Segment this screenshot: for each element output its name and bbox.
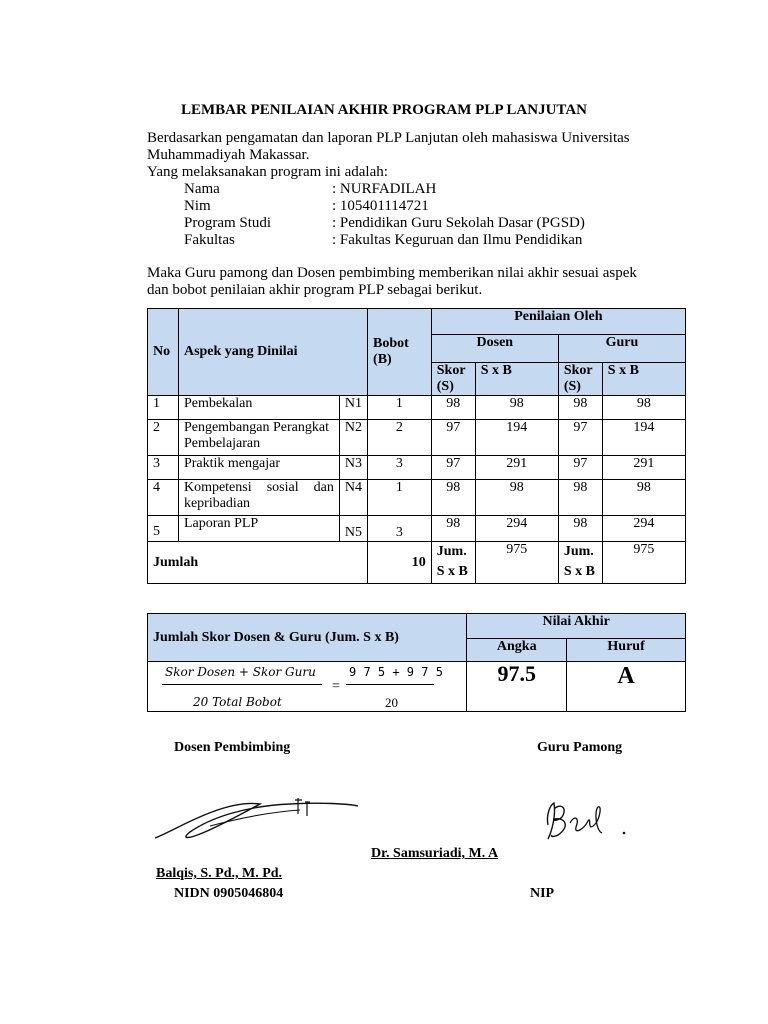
row-aspek: Laporan PLP [178,516,339,542]
angka-value: 97.5 [467,662,567,712]
row-code: N3 [339,456,367,480]
row-dosen-sxb: 291 [475,456,558,480]
formula-denominator: 20 Total Bobot [193,695,282,709]
intro-line-1: Berdasarkan pengamatan dan laporan PLP Lanjutan oleh mahasiswa Universitas [147,130,630,146]
guru-signature-image [540,795,635,850]
table-row [148,396,686,420]
row-code: N2 [339,420,367,456]
row-code: N5 [339,516,367,542]
final-left-header: Jumlah Skor Dosen & Guru (Jum. S x B) [148,614,467,662]
row-guru-sxb: 194 [602,420,685,456]
calc-denominator: 20 [385,695,398,710]
row-guru-skor: 97 [558,456,602,480]
jum-sxb-guru-label [558,542,602,584]
row-no: 2 [148,420,179,456]
row-aspek: Pembekalan [178,396,339,420]
row-dosen-skor: 97 [431,456,475,480]
row-dosen-sxb: 294 [475,516,558,542]
row-bobot: 1 [368,480,432,516]
row-no: 1 [148,396,179,420]
row-code: N1 [339,396,367,420]
huruf-header: Huruf [567,639,686,662]
nim-label: Nim [184,198,211,214]
jum-label-1: Jum. [563,544,594,559]
intro-line-3: Yang melaksanakan program ini adalah: [147,164,388,180]
huruf-value: A [567,662,686,712]
header-aspek: Aspek yang Dinilai [178,309,367,396]
row-guru-sxb: 98 [602,480,685,516]
table-row-total [148,542,686,584]
row-guru-sxb: 294 [602,516,685,542]
row-bobot: 3 [368,456,432,480]
para2-line-1: Maka Guru pamong dan Dosen pembimbing memberikan nilai akhir sesuai aspek [147,265,637,281]
nilai-akhir-header: Nilai Akhir [467,614,686,639]
score-table [147,308,686,584]
row-no: 4 [148,480,179,516]
row-code: N4 [339,480,367,516]
para2-line-2: dan bobot penilaian akhir program PLP sebagai berikut. [147,282,483,298]
fakultas-value: : Fakultas Keguruan dan Ilmu Pendidikan [332,232,583,248]
row-guru-skor: 98 [558,480,602,516]
jum-label-2: S x B [436,564,468,579]
row-dosen-sxb: 194 [475,420,558,456]
header-guru-skor: Skor (S) [558,363,602,396]
table-row [148,420,686,456]
row-dosen-skor: 97 [431,420,475,456]
dosen-role: Dosen Pembimbing [174,740,291,755]
fraction-line [162,684,322,685]
row-guru-sxb: 291 [602,456,685,480]
prodi-value: : Pendidikan Guru Sekolah Dasar (PGSD) [332,215,585,231]
row-guru-skor: 98 [558,396,602,420]
row-aspek: Praktik mengajar [178,456,339,480]
calc-numerator: 9 7 5 + 9 7 5 [349,665,443,679]
dosen-name: Balqis, S. Pd., M. Pd. [156,866,283,881]
header-dosen-skor: Skor (S) [431,363,475,396]
guru-nip: NIP [530,886,555,901]
row-guru-skor: 97 [558,420,602,456]
guru-name: Dr. Samsuriadi, M. A [371,846,499,861]
table-row [148,456,686,480]
header-bobot: Bobot (B) [368,309,432,396]
header-guru: Guru [558,335,685,363]
calc-fraction-line [346,684,434,685]
row-dosen-skor: 98 [431,516,475,542]
row-no: 3 [148,456,179,480]
nama-label: Nama [184,181,220,197]
equals-sign: = [332,679,340,694]
angka-header: Angka [467,639,567,662]
jum-label-1: Jum. [436,544,467,559]
nama-value: : NURFADILAH [332,181,437,197]
row-aspek: Pengembangan Perangkat Pembelajaran [178,420,339,456]
dosen-signature-image [150,790,362,850]
row-dosen-sxb: 98 [475,396,558,420]
header-dosen: Dosen [431,335,558,363]
header-dosen-sxb: S x B [475,363,558,396]
row-bobot: 3 [368,516,432,542]
jum-label-2: S x B [563,564,595,579]
jum-sxb-dosen-label [431,542,475,584]
row-aspek: Kompetensi sosial dan kepribadian [178,480,339,516]
header-no: No [148,309,179,396]
row-bobot: 2 [368,420,432,456]
prodi-label: Program Studi [184,215,272,231]
table-row [148,480,686,516]
row-bobot: 1 [368,396,432,420]
header-guru-sxb: S x B [602,363,685,396]
document-title: LEMBAR PENILAIAN AKHIR PROGRAM PLP LANJUTAN [181,102,587,118]
header-penilaian-oleh: Penilaian Oleh [431,309,685,335]
formula-numerator: Skor Dosen + Skor Guru [165,665,316,679]
jumlah-label: Jumlah [148,542,368,584]
row-dosen-skor: 98 [431,480,475,516]
table-row [148,516,686,542]
dosen-nidn: NIDN 0905046804 [174,886,284,901]
row-dosen-skor: 98 [431,396,475,420]
row-dosen-sxb: 98 [475,480,558,516]
nim-value: : 105401114721 [332,198,429,214]
fakultas-label: Fakultas [184,232,235,248]
jum-guru-value: 975 [602,542,685,584]
guru-role: Guru Pamong [537,740,623,755]
row-guru-skor: 98 [558,516,602,542]
row-no: 5 [148,516,179,542]
row-guru-sxb: 98 [602,396,685,420]
jumlah-bobot: 10 [368,542,432,584]
intro-line-2: Muhammadiyah Makassar. [147,147,310,163]
jum-dosen-value: 975 [475,542,558,584]
